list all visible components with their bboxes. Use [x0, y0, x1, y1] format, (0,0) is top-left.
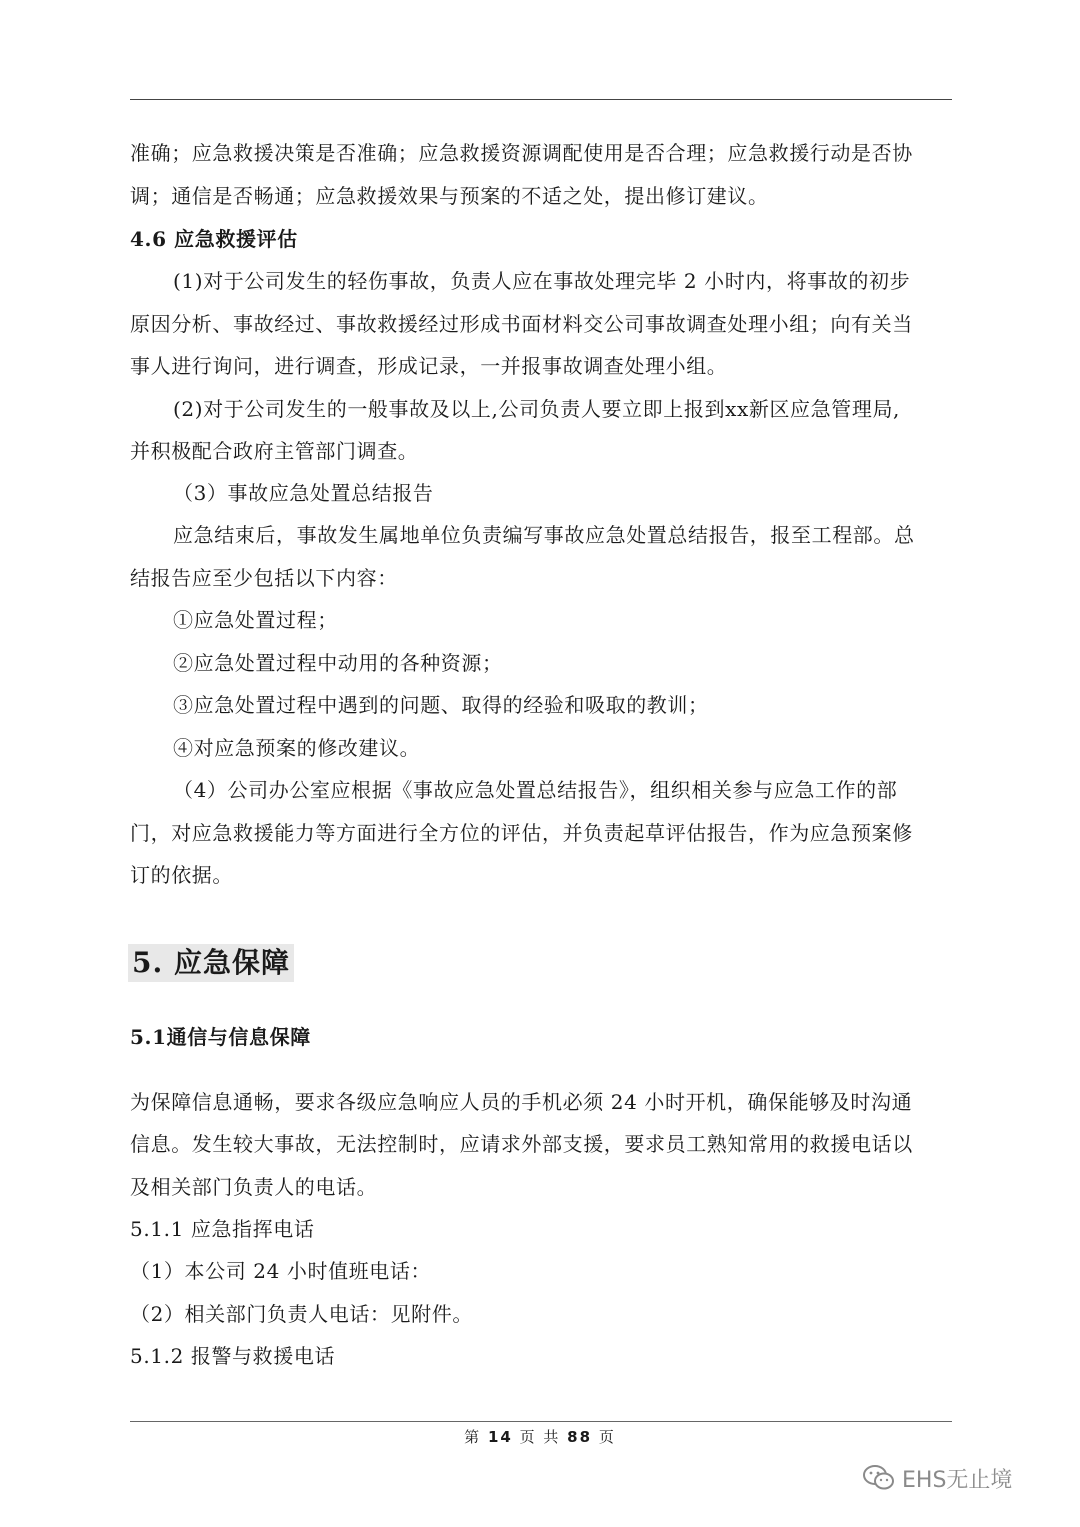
footer-suffix: 页	[598, 1428, 616, 1446]
footer-prefix: 第	[464, 1428, 482, 1446]
list-item: ③应急处置过程中遇到的问题、取得的经验和吸取的教训；	[173, 693, 709, 717]
paragraph-line: 准确；应急救援决策是否准确；应急救援资源调配使用是否合理；应急救援行动是否协	[130, 141, 913, 165]
summary-line: 应急结束后，事故发生属地单位负责编写事故应急处置总结报告，报至工程部。总	[173, 523, 915, 547]
footer-mid: 页 共	[519, 1428, 561, 1446]
item1-line: 事人进行询问，进行调查，形成记录，一并报事故调查处理小组。	[130, 354, 728, 378]
item4-line: （4）公司办公室应根据《事故应急处置总结报告》，组织相关参与应急工作的部	[173, 778, 898, 802]
item3-title: （3）事故应急处置总结报告	[173, 481, 434, 505]
list-item: ①应急处置过程；	[173, 608, 338, 632]
list-item: ②应急处置过程中动用的各种资源；	[173, 651, 503, 675]
section-5-1-1-heading: 5.1.1 应急指挥电话	[130, 1217, 315, 1241]
item2-line: 并积极配合政府主管部门调查。	[130, 439, 419, 463]
section-5-1-heading: 5.1通信与信息保障	[130, 1025, 311, 1049]
section-5-heading: 5. 应急保障	[128, 944, 294, 982]
page-footer	[0, 1427, 1080, 1447]
phone-item: （1）本公司 24 小时值班电话：	[130, 1259, 432, 1283]
section-5-para-line: 信息。发生较大事故，无法控制时，应请求外部支援，要求员工熟知常用的救援电话以	[130, 1132, 913, 1156]
item4-line: 订的依据。	[130, 863, 233, 887]
item1-line: (1)对于公司发生的轻伤事故，负责人应在事故处理完毕 2 小时内，将事故的初步	[173, 269, 911, 293]
header-rule	[130, 99, 952, 100]
summary-line: 结报告应至少包括以下内容：	[130, 566, 398, 590]
wechat-icon	[862, 1464, 896, 1492]
section-5-para-line: 及相关部门负责人的电话。	[130, 1175, 378, 1199]
footer-rule	[130, 1421, 952, 1422]
page-number: 14	[487, 1428, 513, 1446]
section-4-6-heading: 4.6 应急救援评估	[130, 227, 298, 251]
paragraph-line: 调；通信是否畅通；应急救援效果与预案的不适之处，提出修订建议。	[130, 184, 769, 208]
item2-line: (2)对于公司发生的一般事故及以上,公司负责人要立即上报到xx新区应急管理局,	[173, 397, 901, 421]
item4-line: 门，对应急救援能力等方面进行全方位的评估，并负责起草评估报告，作为应急预案修	[130, 821, 913, 845]
section-5-1-2-heading: 5.1.2 报警与救援电话	[130, 1344, 336, 1368]
watermark-text: EHS无止境	[902, 1467, 1013, 1493]
item1-line: 原因分析、事故经过、事故救援经过形成书面材料交公司事故调查处理小组；向有关当	[130, 312, 913, 336]
total-pages: 88	[567, 1428, 593, 1446]
section-5-para-line: 为保障信息通畅，要求各级应急响应人员的手机必须 24 小时开机，确保能够及时沟通	[130, 1090, 913, 1114]
list-item: ④对应急预案的修改建议。	[173, 736, 421, 760]
phone-item: （2）相关部门负责人电话：见附件。	[130, 1302, 473, 1326]
watermark	[862, 1462, 1012, 1494]
